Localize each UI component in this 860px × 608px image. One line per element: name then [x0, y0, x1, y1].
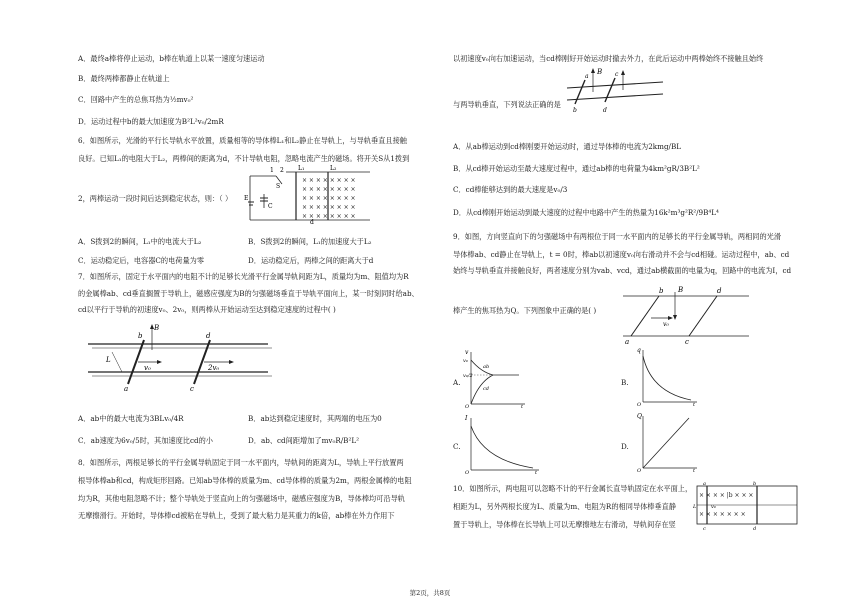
q5-option-b: B．最终两棒都静止在轨道上: [78, 74, 170, 83]
svg-text:× × × × |b × × ×: × × × × |b × × ×: [699, 492, 754, 499]
q9-graph-c-curve: [471, 426, 533, 468]
q9-graph-d-line: [643, 418, 689, 468]
q9-graph-a-label: v₀: [463, 358, 468, 364]
q9-graph-a-label: t: [521, 404, 524, 410]
q9-graph-a: [463, 348, 527, 408]
q7-fig-label: B: [154, 324, 160, 332]
svg-text:× × × × × × × ×: × × × × × × × ×: [302, 177, 356, 184]
q8-option-c: C．cd棒能够达到的最大速度是v₀/3: [453, 185, 568, 194]
q9-graph-a-label: ab: [483, 364, 490, 370]
q8-line1: 8．如图所示，两根足够长的平行金属导轨固定于同一水平面内，导轨间的距离为L，导轨上平行放置两: [78, 458, 404, 467]
q9-graph-b-label: O: [637, 402, 642, 408]
q8-fig-label: a: [585, 73, 589, 80]
svg-text:× × × × × × ×: × × × × × × ×: [699, 511, 746, 518]
q10-fig-label: b: [753, 481, 757, 487]
q6-option-d: D．运动稳定后，两棒之间的距离大于d: [248, 256, 374, 265]
q8-fig-label: c: [615, 71, 619, 78]
q10-figure: [693, 480, 801, 530]
q10-fig-label: L: [693, 504, 697, 510]
svg-text:× × × × × × × ×: × × × × × × × ×: [302, 195, 356, 202]
q7-rails-figure: [88, 322, 308, 392]
q8-cont-line2: 与两导轨垂直，下列说法正确的是: [453, 100, 561, 109]
q7-line1: 7．如图所示，固定于水平面内的电阻不计的足够长光滑平行金属导轨间距为L，质量均为m、阻值均为R: [78, 272, 409, 281]
q8-rail: [567, 94, 663, 100]
q5-option-a: A．最终a棒将停止运动，b棒在轨道上以某一速度匀速运动: [78, 54, 265, 63]
q9-v0-arrowhead: [668, 316, 673, 320]
svg-text:× × × × × × × ×: × × × × × × × ×: [302, 213, 356, 220]
q10-line2: 相距为L，另外两根长度为L、质量为m、电阻为R的相同导体棒垂直静: [453, 502, 677, 511]
q8-fig-label: d: [603, 107, 607, 114]
q9-line3: 始终与导轨垂直并接触良好，两者速度分别为vab、vcd，通过ab横截面的电量为q，回路中的电流为I，cd: [453, 266, 792, 275]
q9-line1: 9．如图，方向竖直向下的匀强磁场中有两根位于同一水平面内的足够长的平行金属导轨，两相同的光滑: [453, 232, 782, 241]
q9-fig-label: d: [717, 287, 722, 295]
q7-fig-label: v₀: [144, 364, 151, 372]
q9-graph-b-label: q: [637, 347, 641, 354]
q9-graph-a-curve-cd: [471, 375, 493, 404]
q9-graph-c-label: t: [535, 470, 538, 476]
q7-fig-label: c: [190, 385, 194, 393]
q8-line4: 无摩擦滑行。开始时，导体棒cd被粘在导轨上，受到了最大粘力是其重力的k倍，ab棒在外力作用下: [78, 511, 395, 520]
q8-rails-figure: [563, 66, 673, 116]
q9-graph-a-curve-ab: [471, 360, 519, 375]
q9-graph-a-label: cd: [483, 386, 490, 392]
q9-b-arrowhead: [673, 315, 677, 320]
q8-b-arrowhead: [591, 68, 595, 73]
q6-line3: 2，两棒运动一段时间后达到稳定状态，则：（ ）: [78, 194, 233, 203]
q6-line1: 6．如图所示，光滑的平行长导轨水平放置，质量相等的导体棒L₁和L₂静止在导轨上，与导轨垂直且接触: [78, 136, 407, 145]
q6-fig-label: S: [276, 183, 281, 190]
q6-option-c: C．运动稳定后，电容器C的电荷量为零: [78, 256, 205, 265]
q7-fig-label: b: [138, 332, 143, 340]
q7-v0-arrowhead: [157, 360, 162, 364]
q9-graph-d-label: Q: [637, 413, 642, 420]
q6-fig-label: L₂: [330, 165, 337, 172]
q9-fig-label: c: [685, 338, 689, 346]
q6-option-a: A．S拨到2的瞬间，L₁中的电流大于L₂: [78, 237, 202, 246]
q6-fig-label: C: [268, 203, 273, 210]
q9-line2: 导体棒ab、cd静止在导轨上，t = 0时，棒ab以初速度v₀向右滑动并不会与cd相碰。运动过程中，ab、cd: [453, 250, 790, 259]
q8-option-b: B．从cd棒开始运动至最大速度过程中，通过ab棒的电荷量为4km²gR/3B²L²: [453, 164, 700, 173]
q9-graph-c: [463, 414, 543, 474]
q8-rod-cd: [605, 78, 615, 102]
q9-graph-b: [635, 346, 699, 406]
q7-fig-label: L: [106, 356, 111, 364]
q9-rod-ab: [631, 296, 659, 336]
q10-fig-label: d: [753, 526, 757, 532]
q7-fig-label: 2v₀: [208, 364, 220, 372]
q8-rod-ab: [575, 80, 585, 104]
q7-l-dimension: [112, 352, 122, 372]
q10-line3: 置于导轨上，导体棒在长导轨上可以无摩擦地左右滑动，导轨间存在竖: [453, 520, 676, 529]
q8-cont-line1: 以初速度v₀向右加速运动，当cd棒刚好开始运动时撤去外力，在此后运动中两棒始终不接触且始终: [453, 54, 764, 63]
svg-text:× × × × × × × ×: × × × × × × × ×: [302, 204, 356, 211]
q9-graph-b-label: t: [693, 402, 696, 408]
q5-option-d: D．运动过程中b的最大加速度为B²L²v₀/2mR: [78, 117, 224, 126]
q9-graph-d: [635, 412, 699, 472]
q7-line3: cd以平行于导轨的初速度v₀、2v₀，则两棒从开始运动至达到稳定速度的过程中( ): [78, 305, 336, 314]
q5-option-c: C．回路中产生的总焦耳热为½mv₀²: [78, 95, 194, 104]
q8-line3: 均为R，其他电阻忽略不计；整个导轨处于竖直向上的匀强磁场中，磁感应强度为B，导体棒均可沿导轨: [78, 494, 405, 503]
q9-graph-a-label: v₀/2: [463, 373, 473, 379]
q10-fig-label: a: [703, 481, 706, 487]
q9-rod-cd: [689, 296, 717, 336]
q9-graph-d-label: t: [693, 468, 696, 474]
q6-fig-label: 1: [270, 167, 274, 174]
q8-fig-label: B: [597, 68, 603, 76]
page-footer: 第2页，共8页: [409, 589, 451, 597]
q9-fig-label: a: [625, 338, 630, 346]
q9-graph-b-curve: [643, 356, 691, 400]
q7-line2: 的金属棒ab、cd垂直搁置于导轨上，磁感应强度为B的匀强磁场垂直于导轨平面向上，某一时刻同时给ab、: [78, 289, 419, 298]
svg-text:× × × × × × × ×: × × × × × × × ×: [302, 186, 356, 193]
q8-option-a: A．从ab棒运动到cd棒刚要开始运动时，通过导体棒的电流为2kmg/BL: [453, 142, 682, 151]
q9-option-b-label: B.: [621, 378, 629, 387]
q6-circuit-figure: [246, 164, 376, 224]
q9-graph-d-label: O: [637, 468, 642, 474]
q10-fig-label: c: [703, 526, 706, 532]
q6-line2: 良好。已知L₁的电阻大于L₂，两棒间的距离为d，不计导轨电阻，忽略电流产生的磁场。将开关S从1拨到: [78, 154, 410, 163]
q7-option-c: C．ab速度为6v₀/5时，其加速度比cd的小: [78, 436, 213, 445]
q6-fig-label: 2: [280, 167, 284, 174]
q7-option-d: D．ab、cd间距增加了mv₀R/B²L²: [248, 436, 359, 445]
q7-option-b: B．ab达到稳定速度时，其两端的电压为0: [248, 414, 382, 423]
q10-line1: 10．如图所示，两电阻可以忽略不计的平行金属长直导轨固定在水平面上，: [453, 484, 693, 493]
q6-option-b: B．S拨到2的瞬间，L₁的加速度大于L₂: [248, 237, 372, 246]
q7-fig-label: a: [124, 385, 129, 393]
q9-graph-c-label: I: [465, 415, 468, 422]
q6-fig-label: E: [244, 195, 249, 202]
q7-option-a: A．ab中的最大电流为3BLv₀/4R: [78, 414, 184, 423]
q9-graph-c-label: O: [465, 470, 470, 476]
q6-fig-label: L₁: [298, 165, 305, 172]
q9-rails-figure: [623, 284, 753, 344]
q8-b-arrowhead: [621, 70, 625, 75]
q9-graph-a-label: O: [465, 404, 470, 410]
q8-fig-label: b: [573, 107, 577, 114]
q8-line2: 根导体棒ab和cd，构成矩形回路。已知ab导体棒的质量为m、cd导体棒的质量为2m，两根金属棒的电阻: [78, 476, 412, 485]
q9-option-a-label: A.: [453, 378, 461, 387]
q8-option-d: D．从cd棒刚开始运动到最大速度的过程中电路中产生的热量为16k²m³g²R²/9B⁴L⁴: [453, 208, 719, 217]
q9-option-c-label: C.: [453, 442, 461, 451]
q7-2v0-arrowhead: [229, 360, 234, 364]
q9-fig-label: v₀: [663, 321, 669, 328]
q10-fig-label: v₀: [711, 504, 716, 510]
q9-graph-a-label: v: [465, 349, 469, 356]
q6-fig-label: d: [310, 219, 314, 226]
q9-fig-label: B: [678, 286, 684, 294]
q7-fig-label: d: [206, 332, 211, 340]
q9-line4: 棒产生的焦耳热为Q。下列图象中正确的是( ): [453, 306, 597, 315]
q6-field-crosses: [302, 177, 356, 220]
q9-fig-label: b: [659, 287, 664, 295]
q9-option-d-label: D.: [621, 442, 629, 451]
